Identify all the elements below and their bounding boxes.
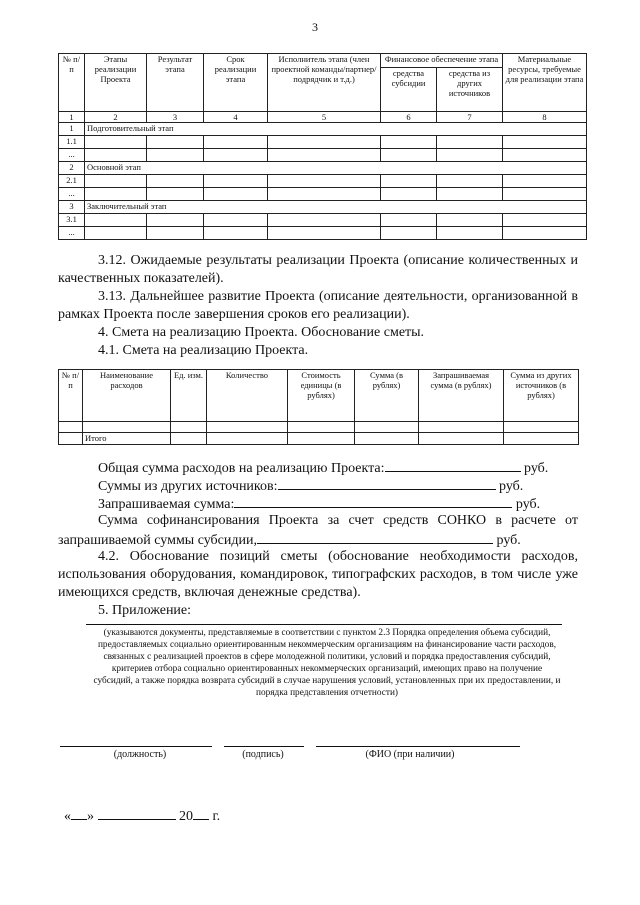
table-row [59, 422, 579, 433]
col-header-num: № п/п [59, 54, 85, 112]
signature-line [224, 746, 304, 747]
col-header-executor: Исполнитель этапа (член проектной команды/партнер/ подрядчик и т.д.) [268, 54, 381, 112]
other-sources-line [58, 476, 578, 496]
row-number: ... [59, 227, 85, 240]
position-line [60, 746, 212, 747]
paragraph-4-2: 4.2. Обоснование позиций сметы (обоснование необходимости расходов, использования оборудования, командировок, типографских расходов, в том числе уже имеющихся средств, включая денежные средства). [58, 549, 578, 600]
date-line [64, 806, 220, 825]
row-number: 3.1 [59, 214, 85, 227]
table-row [59, 136, 587, 149]
requested-sum-line [58, 494, 578, 514]
row-number: 3 [59, 201, 85, 214]
stage-label: Заключительный этап [85, 201, 587, 214]
date-quote-close: » [87, 809, 94, 824]
col-header-requested: Запрашиваемая сумма (в рублях) [419, 370, 504, 422]
year-prefix: 20 [179, 809, 193, 824]
col-number: 3 [147, 112, 204, 123]
cofinancing-line [58, 512, 578, 550]
currency-label: руб. [499, 479, 524, 494]
col-header-financing: Финансовое обеспечение этапа [381, 54, 503, 68]
page-number: 3 [312, 20, 318, 34]
position-label: (должность) [113, 749, 167, 760]
total-sum-blank [385, 458, 521, 472]
paragraph-5: 5. Приложение: [98, 603, 192, 618]
paragraph-3-13: 3.13. Дальнейшее развитие Проекта (описание деятельности, организованной в рамках Проекта после завершения сроков его реализации). [58, 289, 578, 322]
cofinancing-label: Сумма софинансирования Проекта за счет средств СОНКО в расчете от запрашиваемой суммы субсидии, [58, 513, 578, 548]
col-number: 5 [268, 112, 381, 123]
total-label: Итого [83, 433, 171, 445]
col-header-sum: Сумма (в рублях) [355, 370, 419, 422]
paragraph-4: 4. Смета на реализацию Проекта. Обоснование сметы. [98, 325, 425, 340]
currency-label: руб. [515, 497, 541, 512]
table-row [59, 175, 587, 188]
table-row [59, 201, 587, 214]
year-blank [193, 806, 209, 820]
table-row [59, 433, 579, 445]
day-blank [71, 806, 87, 820]
col-number: 7 [437, 112, 503, 123]
table-row [59, 227, 587, 240]
stage-label: Подготовительный этап [85, 123, 587, 136]
table-row [59, 149, 587, 162]
col-number: 8 [503, 112, 587, 123]
stage-label: Основной этап [85, 162, 587, 175]
col-number: 4 [204, 112, 268, 123]
signature-label: (подпись) [242, 749, 284, 760]
paragraph-4-1: 4.1. Смета на реализацию Проекта. [98, 343, 309, 358]
row-number: ... [59, 149, 85, 162]
col-number: 1 [59, 112, 85, 123]
row-number: ... [59, 188, 85, 201]
col-header-unit-cost: Стоимость единицы (в рублях) [288, 370, 355, 422]
requested-sum-label: Запрашиваемая сумма: [98, 497, 235, 512]
year-suffix: г. [212, 809, 221, 824]
fio-line [316, 746, 520, 747]
attachment-line [86, 624, 562, 625]
requested-sum-blank [234, 494, 512, 508]
date-quote-open: « [64, 809, 71, 824]
row-number: 1 [59, 123, 85, 136]
cofinancing-blank [257, 530, 493, 544]
month-blank [98, 806, 176, 820]
attachment-note: (указываются документы, представляемые в соответствии с пунктом 2.3 Порядка определения объема субсидий, предоставляемых социально ориентированным некоммерческим организациям на финансирование части расходов, связанных с реализацией проектов в сфере молодежной политики, условий и порядка предоставления субсидий, критериев отбора социально ориентированных некоммерческих организаций, имеющих право на получение субсидий, а также порядка возврата субсидий в случае нарушения условий, установленных при их предоставлении, и порядка представления отчетности) [93, 628, 561, 698]
col-header-num: № п/п [59, 370, 83, 422]
other-sources-blank [278, 476, 496, 490]
table-row [59, 214, 587, 227]
col-header-quantity: Количество [207, 370, 288, 422]
paragraph-3-12: 3.12. Ожидаемые результаты реализации Проекта (описание количественных и качественных показателей). [58, 253, 578, 286]
col-header-stages: Этапы реализации Проекта [85, 54, 147, 112]
table-row [59, 123, 587, 136]
row-number: 1.1 [59, 136, 85, 149]
total-sum-label: Общая сумма расходов на реализацию Проекта: [98, 461, 385, 476]
subheader-other: средства из других источников [437, 68, 503, 112]
row-number: 2.1 [59, 175, 85, 188]
total-sum-line [58, 458, 578, 478]
col-number: 6 [381, 112, 437, 123]
row-number: 2 [59, 162, 85, 175]
col-header-term: Срок реализации этапа [204, 54, 268, 112]
budget-table [58, 369, 579, 445]
col-number: 2 [85, 112, 147, 123]
table-row [59, 188, 587, 201]
col-header-name: Наименование расходов [83, 370, 171, 422]
stages-table [58, 53, 587, 240]
subheader-subsidy: средства субсидии [381, 68, 437, 112]
fio-label: (ФИО (при наличии) [365, 749, 455, 760]
col-header-result: Результат этапа [147, 54, 204, 112]
col-header-resources: Материальные ресурсы, требуемые для реализации этапа [503, 54, 587, 112]
col-header-other-sources: Сумма из других источников (в рублях) [504, 370, 579, 422]
other-sources-label: Суммы из других источников: [98, 479, 278, 494]
currency-label: руб. [524, 461, 549, 476]
col-header-unit: Ед. изм. [171, 370, 207, 422]
currency-label: руб. [496, 533, 521, 548]
table-row [59, 162, 587, 175]
